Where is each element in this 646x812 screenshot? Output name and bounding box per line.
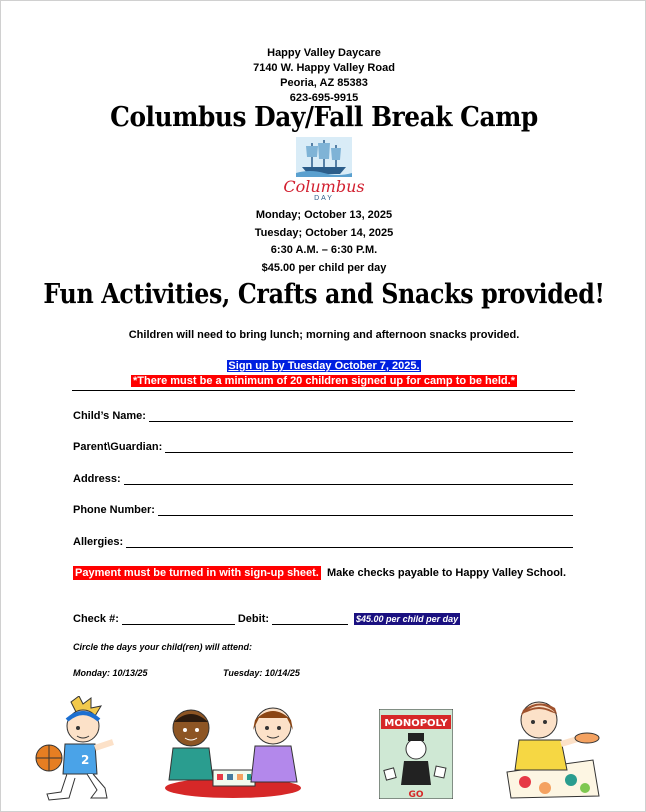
check-label: Check #:: [73, 613, 119, 625]
basketball-boy-illustration: [31, 696, 121, 801]
attend-monday[interactable]: Monday: 10/13/25: [73, 668, 148, 678]
phone-label: Phone Number:: [73, 504, 155, 516]
price-badge: $45.00 per child per day: [356, 614, 459, 624]
child-name-field[interactable]: [73, 410, 573, 422]
phone-line[interactable]: [158, 504, 573, 516]
camp-title: Columbus Day/Fall Break Camp: [110, 102, 538, 133]
monopoly-label: MONOPOLY: [384, 718, 448, 729]
camp-details: [1, 207, 646, 277]
ship-icon: [296, 137, 352, 177]
date-monday: Monday; October 13, 2025: [255, 209, 393, 221]
daycare-name: Happy Valley Daycare: [267, 47, 381, 59]
allergies-field[interactable]: [73, 536, 573, 548]
payable-note: Make checks payable to Happy Valley School.: [326, 567, 567, 579]
parent-label: Parent\Guardian:: [73, 441, 163, 453]
svg-text:2: 2: [81, 753, 90, 767]
divider-line: [72, 390, 575, 391]
allergies-line[interactable]: [126, 536, 573, 548]
debit-label: Debit:: [237, 613, 270, 625]
columbus-logo-sub: DAY: [314, 195, 334, 202]
parent-field[interactable]: [73, 441, 573, 453]
monopoly-go-text: GO: [408, 790, 424, 799]
minimum-row: [1, 375, 646, 387]
child-name-label: Child’s Name:: [73, 410, 146, 422]
monopoly-box-illustration: [379, 709, 453, 799]
lunch-note: Children will need to bring lunch; morning and afternoon snacks provided.: [128, 329, 520, 341]
daycare-header: [1, 46, 646, 106]
attendance-instruction: Circle the days your child(ren) will attend:: [73, 642, 253, 652]
activities-headline: Fun Activities, Crafts and Snacks provided!: [43, 279, 605, 310]
check-row: [73, 613, 460, 625]
payment-row: [73, 567, 566, 579]
camp-price: $45.00 per child per day: [261, 261, 387, 274]
finger-painting-child-illustration: [501, 698, 603, 800]
signup-deadline: Sign up by Tuesday October 7, 2025.: [228, 360, 420, 372]
debit-line[interactable]: [272, 614, 348, 625]
parent-line[interactable]: [165, 441, 573, 453]
minimum-children-note: *There must be a minimum of 20 children signed up for camp to be held.*: [132, 375, 515, 387]
daycare-phone: 623-695-9915: [289, 92, 359, 104]
camp-hours: 6:30 A.M. – 6:30 P.M.: [270, 244, 378, 256]
check-number-line[interactable]: [122, 614, 235, 625]
attend-tuesday[interactable]: Tuesday: 10/14/25: [223, 668, 300, 678]
signup-deadline-row: [1, 360, 646, 372]
address-field[interactable]: [73, 473, 573, 485]
allergies-label: Allergies:: [73, 536, 124, 548]
phone-field[interactable]: [73, 504, 573, 516]
daycare-city: Peoria, AZ 85383: [280, 77, 368, 89]
address-line[interactable]: [124, 473, 573, 485]
daycare-street: 7140 W. Happy Valley Road: [253, 62, 395, 74]
columbus-logo-text: Columbus: [283, 177, 365, 196]
date-tuesday: Tuesday; October 14, 2025: [254, 226, 394, 239]
kids-playing-game-illustration: [161, 704, 306, 799]
child-name-line[interactable]: [149, 410, 573, 422]
address-label: Address:: [73, 473, 121, 485]
payment-required: Payment must be turned in with sign-up sheet.: [75, 567, 319, 579]
